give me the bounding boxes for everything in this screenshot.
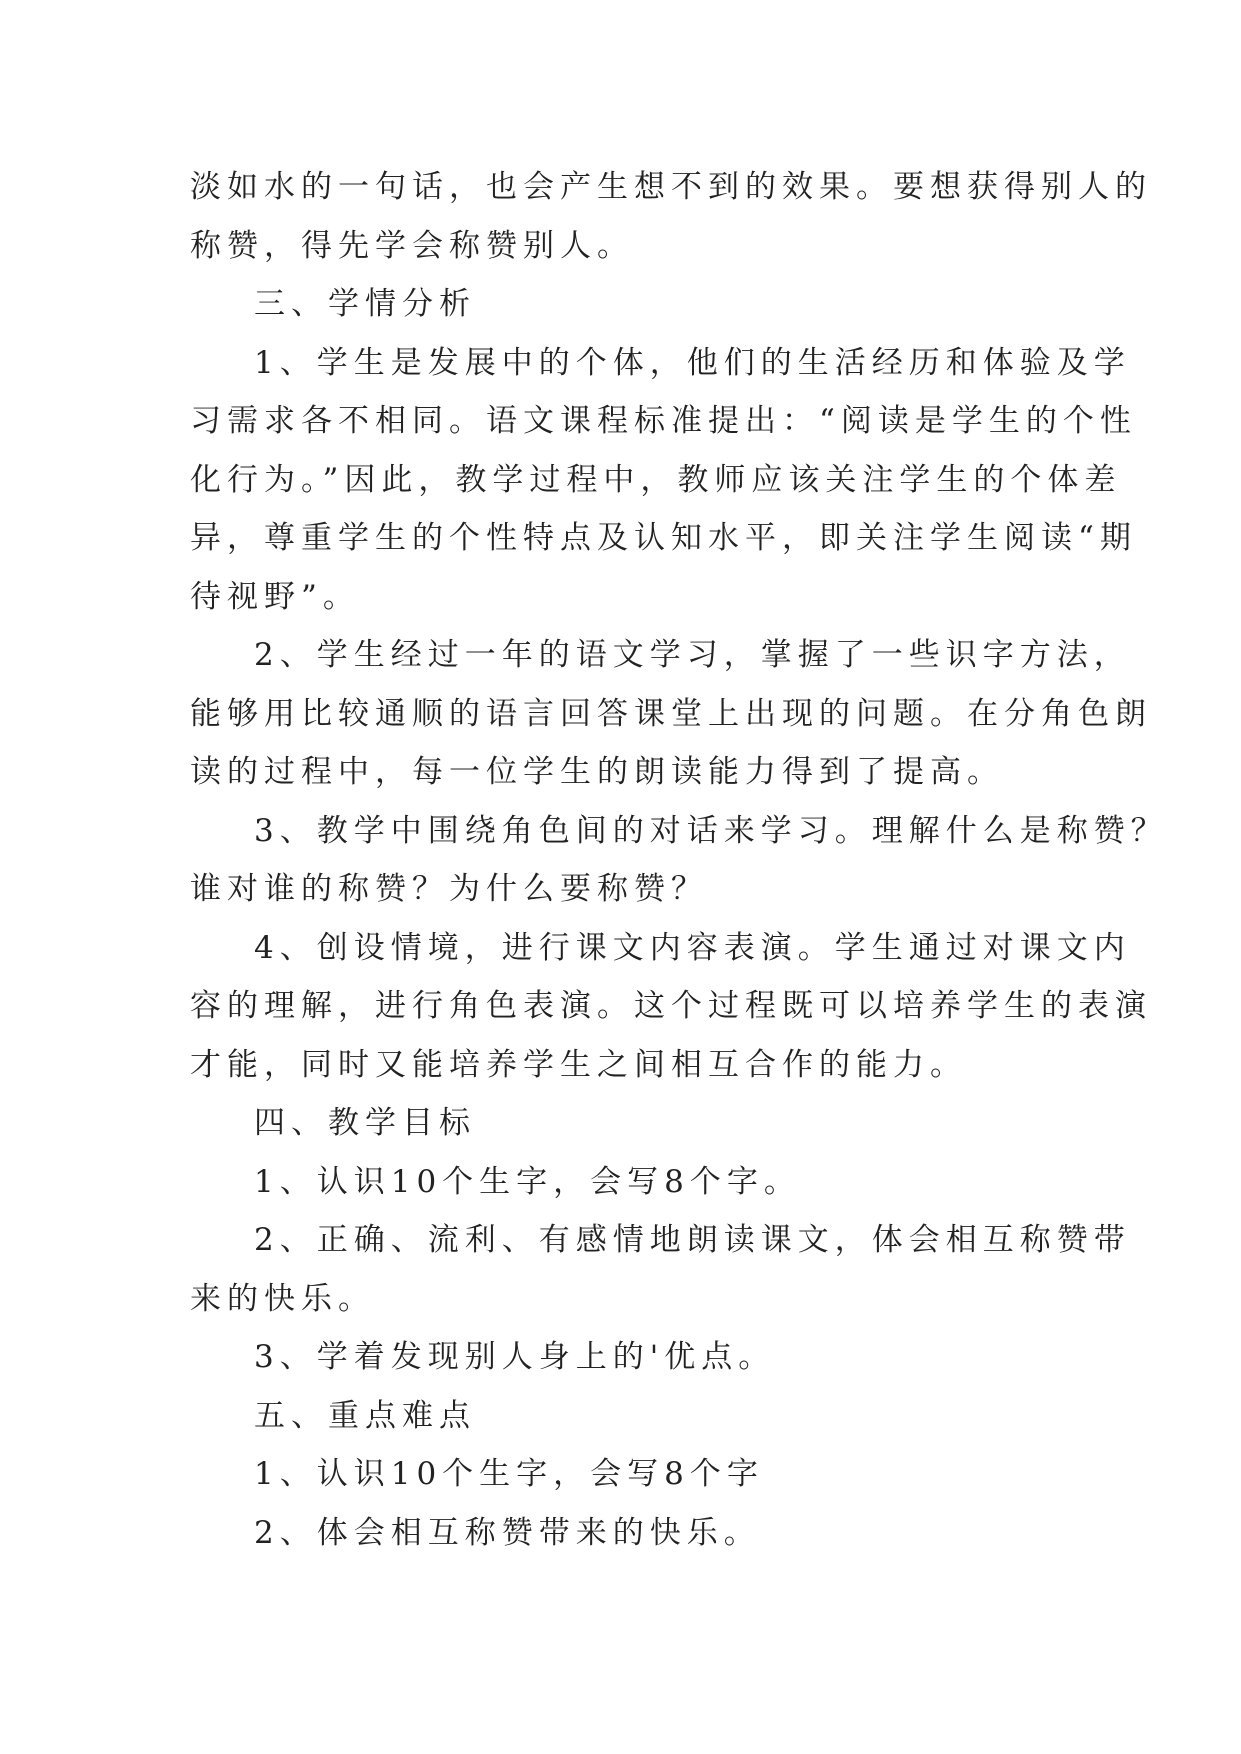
text-line: 四、教学目标 [254, 1105, 476, 1141]
text-line: 来的快乐。 [190, 1280, 375, 1317]
text-line: 异，尊重学生的个性特点及认知水平，即关注学生阅读“期 [190, 520, 1137, 556]
text-line: 三、学情分析 [254, 286, 476, 322]
text-line: 化行为。”因此，教学过程中，教师应该关注学生的个体差 [190, 461, 1122, 498]
text-line: 谁对谁的称赞？为什么要称赞？ [190, 871, 708, 907]
text-line: 1、学生是发展中的个体，他们的生活经历和体验及学 [254, 344, 1131, 381]
text-line: 称赞，得先学会称赞别人。 [190, 227, 634, 264]
text-line: 待视野”。 [190, 578, 360, 615]
document-page [190, 158, 1168, 1562]
text-line: 1、认识10个生字，会写8个字。 [254, 1163, 801, 1200]
document-body [190, 158, 1168, 1562]
text-line: 1、认识10个生字，会写8个字 [254, 1456, 764, 1492]
text-line: 五、重点难点 [254, 1397, 476, 1434]
text-line: 淡如水的一句话，也会产生想不到的效果。要想获得别人的 [190, 169, 1152, 205]
text-line: 3、教学中围绕角色间的对话来学习。理解什么是称赞？ [254, 812, 1168, 849]
text-line: 读的过程中，每一位学生的朗读能力得到了提高。 [190, 754, 1004, 790]
text-line: 容的理解，进行角色表演。这个过程既可以培养学生的表演 [190, 988, 1152, 1024]
text-line: 习需求各不相同。语文课程标准提出：“阅读是学生的个性 [190, 403, 1137, 439]
text-line: 2、学生经过一年的语文学习，掌握了一些识字方法， [254, 637, 1131, 673]
text-line: 2、体会相互称赞带来的快乐。 [254, 1514, 761, 1551]
text-line: 才能，同时又能培养学生之间相互合作的能力。 [190, 1046, 967, 1083]
text-line: 2、正确、流利、有感情地朗读课文，体会相互称赞带 [254, 1222, 1131, 1258]
text-line: 4、创设情境，进行课文内容表演。学生通过对课文内 [254, 929, 1131, 966]
text-line: 3、学着发现别人身上的'优点。 [254, 1339, 776, 1375]
text-line: 能够用比较通顺的语言回答课堂上出现的问题。在分角色朗 [190, 695, 1152, 732]
